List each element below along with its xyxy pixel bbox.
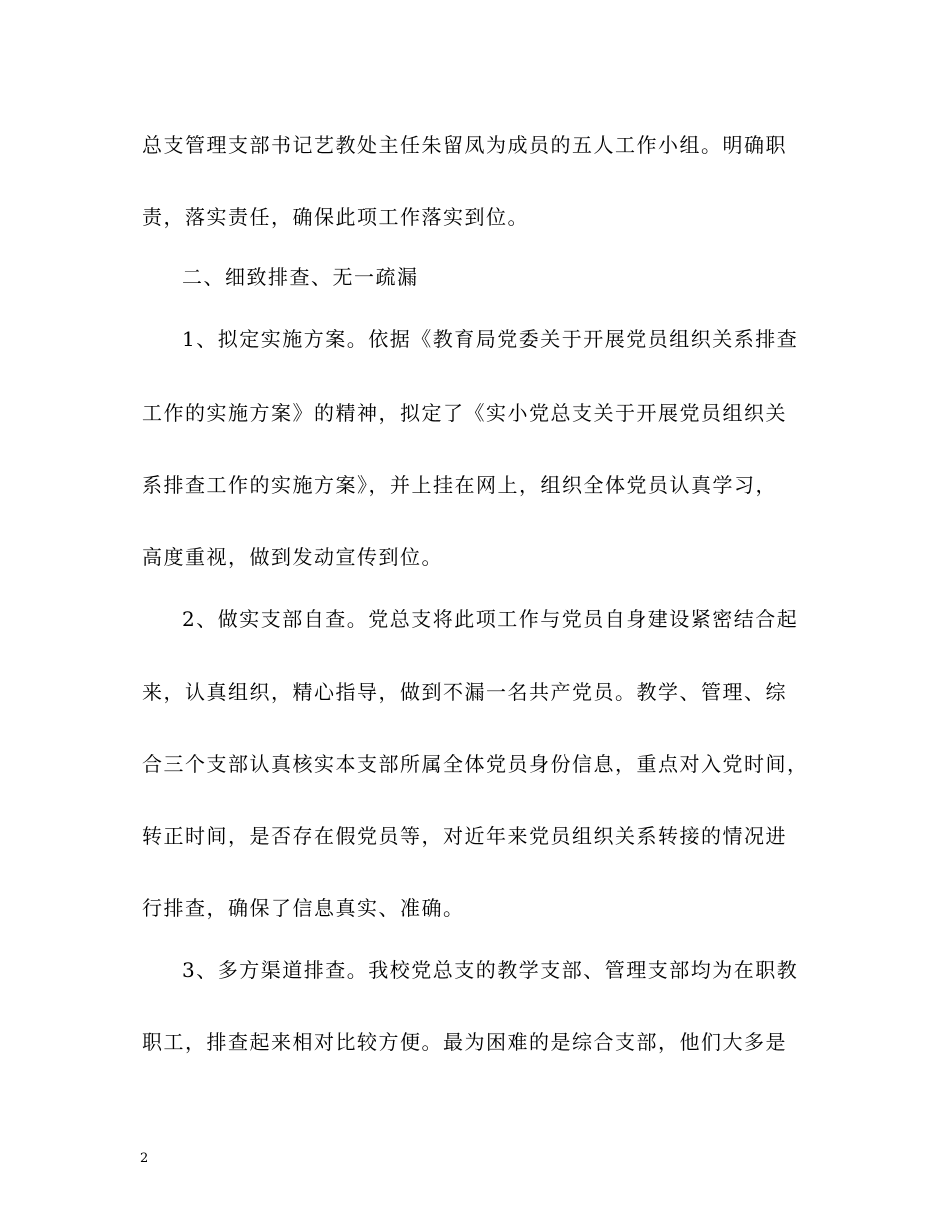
text-line-11: 转正时间，是否存在假党员等，对近年来党员组织关系转接的情况进 bbox=[142, 824, 787, 848]
page-number: 2 bbox=[140, 1151, 149, 1166]
text-line-10: 合三个支部认真核实本支部所属全体党员身份信息，重点对入党时间， bbox=[142, 752, 809, 776]
text-line-4: 1、拟定实施方案。依据《教育局党委关于开展党员组织关系排查 bbox=[182, 327, 799, 351]
text-line-9: 来，认真组织，精心指导，做到不漏一名共产党员。教学、管理、综 bbox=[142, 680, 787, 704]
text-line-12: 行排查，确保了信息真实、准确。 bbox=[142, 896, 465, 920]
text-line-8: 2、做实支部自查。党总支将此项工作与党员自身建设紧密结合起 bbox=[182, 607, 799, 631]
text-line-6: 系排查工作的实施方案》，并上挂在网上，组织全体党员认真学习， bbox=[142, 473, 777, 497]
text-line-13: 3、多方渠道排查。我校党总支的教学支部、管理支部均为在职教 bbox=[182, 958, 799, 982]
text-line-5: 工作的实施方案》的精神，拟定了《实小党总支关于开展党员组织关 bbox=[142, 401, 787, 425]
section-heading: 二、细致排查、无一疏漏 bbox=[182, 265, 419, 289]
text-line-14: 职工，排查起来相对比较方便。最为困难的是综合支部，他们大多是 bbox=[142, 1030, 787, 1054]
text-line-2: 责，落实责任，确保此项工作落实到位。 bbox=[142, 205, 529, 229]
text-line-1: 总支管理支部书记艺教处主任朱留凤为成员的五人工作小组。明确职 bbox=[142, 133, 787, 157]
text-line-7: 高度重视，做到发动宣传到位。 bbox=[142, 545, 443, 569]
